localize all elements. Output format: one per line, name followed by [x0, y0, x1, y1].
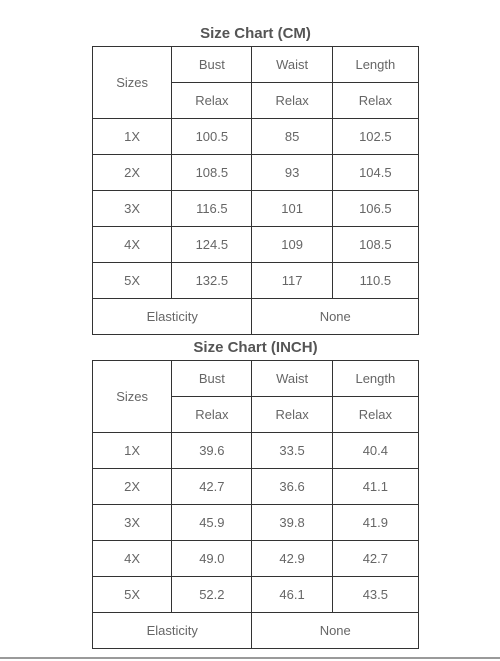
bust-cell: 124.5	[172, 227, 252, 263]
size-table-inch	[92, 360, 419, 649]
sizes-header: Sizes	[93, 361, 172, 433]
size-cell: 5X	[93, 577, 172, 613]
size-cell: 1X	[93, 119, 172, 155]
bust-subheader: Relax	[172, 397, 252, 433]
bust-cell: 116.5	[172, 191, 252, 227]
length-cell: 43.5	[332, 577, 418, 613]
elasticity-value: None	[252, 613, 419, 649]
length-cell: 42.7	[332, 541, 418, 577]
size-cell: 3X	[93, 505, 172, 541]
table-row	[93, 227, 419, 263]
size-cell: 2X	[93, 155, 172, 191]
header-row	[93, 361, 419, 397]
bust-cell: 132.5	[172, 263, 252, 299]
waist-cell: 46.1	[252, 577, 332, 613]
length-subheader: Relax	[332, 83, 418, 119]
waist-cell: 117	[252, 263, 332, 299]
length-cell: 40.4	[332, 433, 418, 469]
bust-header: Bust	[172, 47, 252, 83]
length-cell: 41.1	[332, 469, 418, 505]
elasticity-row	[93, 299, 419, 335]
length-header: Length	[332, 361, 418, 397]
length-cell: 104.5	[332, 155, 418, 191]
table-row	[93, 155, 419, 191]
bust-cell: 52.2	[172, 577, 252, 613]
bust-cell: 39.6	[172, 433, 252, 469]
length-cell: 106.5	[332, 191, 418, 227]
length-cell: 41.9	[332, 505, 418, 541]
bust-cell: 108.5	[172, 155, 252, 191]
chart-title-cm: Size Chart (CM)	[200, 25, 311, 42]
elasticity-label: Elasticity	[93, 299, 252, 335]
waist-cell: 42.9	[252, 541, 332, 577]
size-table-cm	[92, 46, 419, 335]
table-row	[93, 263, 419, 299]
table-row	[93, 577, 419, 613]
elasticity-row	[93, 613, 419, 649]
waist-subheader: Relax	[252, 397, 332, 433]
size-cell: 4X	[93, 541, 172, 577]
size-cell: 2X	[93, 469, 172, 505]
waist-cell: 36.6	[252, 469, 332, 505]
waist-cell: 39.8	[252, 505, 332, 541]
bust-cell: 42.7	[172, 469, 252, 505]
size-chart-inch	[92, 338, 419, 649]
elasticity-label: Elasticity	[93, 613, 252, 649]
length-header: Length	[332, 47, 418, 83]
size-cell: 3X	[93, 191, 172, 227]
sizes-header: Sizes	[93, 47, 172, 119]
length-cell: 108.5	[332, 227, 418, 263]
chart-title-inch: Size Chart (INCH)	[193, 339, 318, 356]
table-row	[93, 433, 419, 469]
length-cell: 102.5	[332, 119, 418, 155]
table-row	[93, 469, 419, 505]
bust-subheader: Relax	[172, 83, 252, 119]
bust-cell: 100.5	[172, 119, 252, 155]
waist-cell: 109	[252, 227, 332, 263]
table-row	[93, 541, 419, 577]
waist-cell: 85	[252, 119, 332, 155]
size-chart-cm	[92, 24, 419, 335]
elasticity-value: None	[252, 299, 419, 335]
bust-header: Bust	[172, 361, 252, 397]
waist-header: Waist	[252, 47, 332, 83]
size-cell: 1X	[93, 433, 172, 469]
length-cell: 110.5	[332, 263, 418, 299]
table-row	[93, 119, 419, 155]
length-subheader: Relax	[332, 397, 418, 433]
size-cell: 4X	[93, 227, 172, 263]
waist-cell: 33.5	[252, 433, 332, 469]
table-row	[93, 505, 419, 541]
waist-subheader: Relax	[252, 83, 332, 119]
bust-cell: 49.0	[172, 541, 252, 577]
table-row	[93, 191, 419, 227]
size-cell: 5X	[93, 263, 172, 299]
waist-cell: 93	[252, 155, 332, 191]
bust-cell: 45.9	[172, 505, 252, 541]
header-row	[93, 47, 419, 83]
bottom-divider	[0, 657, 500, 659]
waist-cell: 101	[252, 191, 332, 227]
waist-header: Waist	[252, 361, 332, 397]
